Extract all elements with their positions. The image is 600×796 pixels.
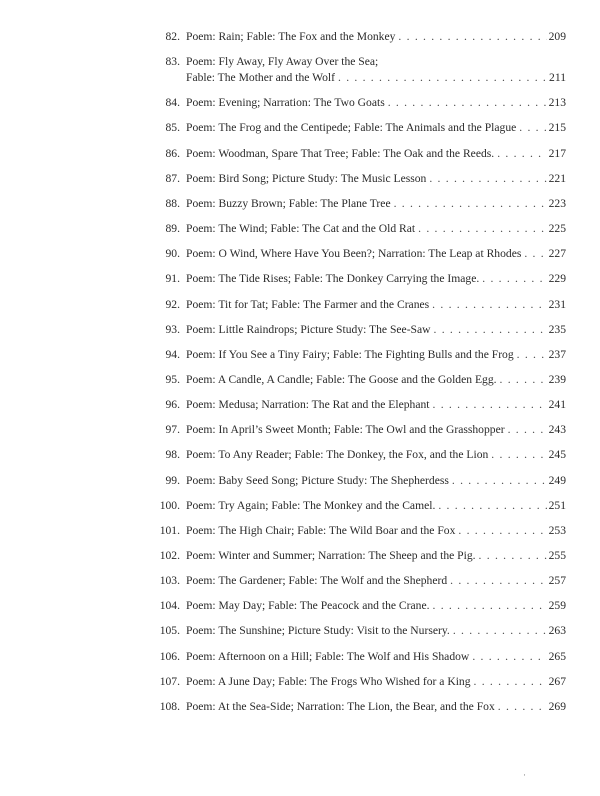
dot-leader: [450, 573, 546, 589]
entry-number: 88.: [165, 196, 180, 210]
page-number: 235: [548, 322, 566, 336]
entry-text: [186, 221, 566, 237]
entry-number: 105.: [159, 624, 180, 638]
dot-leader: [452, 473, 547, 489]
entry-number: 98.: [165, 448, 180, 462]
entry-line: [186, 221, 566, 237]
dot-leader: [433, 598, 547, 614]
entry-text: [186, 146, 566, 162]
entry-number: 87.: [165, 171, 180, 185]
page-number: 213: [548, 96, 566, 110]
page-number: 227: [548, 247, 566, 261]
entry-number: 84.: [165, 96, 180, 110]
dot-leader: [398, 29, 546, 45]
entry-text: [186, 54, 566, 86]
entry-number: 95.: [165, 372, 180, 386]
dot-leader: [519, 120, 546, 136]
entry-number: 100.: [159, 498, 180, 512]
page-number: 253: [548, 523, 566, 537]
entry-line: [186, 623, 566, 639]
entry-line: [186, 422, 566, 438]
page-number: 259: [548, 599, 566, 613]
entry-number: 106.: [159, 649, 180, 663]
entry-number: 108.: [159, 699, 180, 713]
entry-line: [186, 29, 566, 45]
entry-line: [186, 196, 566, 212]
toc-entry: [0, 322, 600, 338]
dot-leader: [498, 699, 547, 715]
dot-leader: [482, 271, 546, 287]
page-number: 243: [548, 423, 566, 437]
entry-line: [186, 447, 566, 463]
toc-entry: [0, 447, 600, 463]
entry-text: [186, 322, 566, 338]
toc-entry: [0, 171, 600, 187]
toc-entry: [0, 397, 600, 413]
entry-title: Fable: The Mother and the Wolf: [186, 71, 336, 85]
entry-title: Poem: To Any Reader; Fable: The Donkey, the Fox, and the Lion: [186, 448, 489, 462]
entry-text: [186, 473, 566, 489]
entry-line: [186, 297, 566, 313]
entry-title: Poem: Evening; Narration: The Two Goats: [186, 96, 385, 110]
entry-title: Poem: Afternoon on a Hill; Fable: The Wolf and His Shadow: [186, 649, 470, 663]
entry-text: [186, 548, 566, 564]
dot-leader: [517, 347, 547, 363]
page-number: 223: [548, 196, 566, 210]
entry-title: Poem: Woodman, Spare That Tree; Fable: The Oak and the Reeds.: [186, 146, 495, 160]
entry-text: [186, 271, 566, 287]
dot-leader: [479, 548, 547, 564]
toc-entry: [0, 297, 600, 313]
page-number: 221: [548, 171, 566, 185]
toc-entry: [0, 674, 600, 690]
page-number: 245: [548, 448, 566, 462]
entry-line: [186, 271, 566, 287]
toc-entry: [0, 54, 600, 86]
entry-line: [186, 322, 566, 338]
entry-number: 97.: [165, 423, 180, 437]
entry-line: [186, 146, 566, 162]
page-number: 215: [548, 121, 566, 135]
entry-text: [186, 623, 566, 639]
dot-leader: [472, 649, 546, 665]
entry-text: [186, 422, 566, 438]
entry-text: [186, 171, 566, 187]
page-number: 269: [548, 699, 566, 713]
dot-leader: [394, 196, 547, 212]
entry-text: [186, 297, 566, 313]
entry-text: [186, 95, 566, 111]
entry-line: [186, 95, 566, 111]
entry-title: Poem: The Gardener; Fable: The Wolf and the Shepherd: [186, 574, 448, 588]
toc-entry: [0, 473, 600, 489]
entry-number: 104.: [159, 599, 180, 613]
entry-line: [186, 548, 566, 564]
page-number: 249: [548, 473, 566, 487]
toc-entry: [0, 120, 600, 136]
toc-entry: [0, 498, 600, 514]
entry-line: [186, 598, 566, 614]
dot-leader: [434, 322, 547, 338]
toc-entry: [0, 146, 600, 162]
entry-title: Poem: The High Chair; Fable: The Wild Boar and the Fox: [186, 523, 456, 537]
page-number: 239: [548, 372, 566, 386]
entry-title: Poem: May Day; Fable: The Peacock and the Crane.: [186, 599, 430, 613]
entry-number: 83.: [165, 55, 180, 69]
entry-line: [186, 372, 566, 388]
entry-text: [186, 573, 566, 589]
dot-leader: [432, 297, 546, 313]
page-number: 257: [548, 574, 566, 588]
entry-title: Poem: Rain; Fable: The Fox and the Monkey: [186, 30, 396, 43]
entry-number: 96.: [165, 398, 180, 412]
toc-entry: [0, 699, 600, 715]
entry-line: [186, 120, 566, 136]
entry-title: Poem: Buzzy Brown; Fable: The Plane Tree: [186, 196, 391, 210]
entry-text: [186, 498, 566, 514]
dot-leader: [491, 447, 546, 463]
entry-title: Poem: Little Raindrops; Picture Study: The See-Saw: [186, 322, 431, 336]
toc-entry: [0, 523, 600, 539]
entry-number: 102.: [159, 549, 180, 562]
entry-text: [186, 29, 566, 45]
dot-leader: [508, 422, 547, 438]
toc-entry: [0, 573, 600, 589]
toc-entry: [0, 372, 600, 388]
entry-text: [186, 397, 566, 413]
entry-number: 101.: [159, 523, 180, 537]
page-number: 231: [548, 297, 566, 311]
entry-text: [186, 246, 566, 262]
entry-title: Poem: A June Day; Fable: The Frogs Who Wished for a King: [186, 674, 471, 688]
entry-text: [186, 699, 566, 715]
entry-text: [186, 196, 566, 212]
page-number: 265: [548, 649, 566, 663]
entry-text: [186, 372, 566, 388]
toc-entry: [0, 29, 600, 45]
entry-title: Poem: In April’s Sweet Month; Fable: The Owl and the Grasshopper: [186, 423, 505, 437]
entry-line: [186, 674, 566, 690]
entry-title: Poem: O Wind, Where Have You Been?; Narration: The Leap at Rhodes: [186, 247, 522, 261]
dot-leader: [429, 171, 546, 187]
page-number: 251: [548, 498, 566, 512]
entry-title: Poem: Try Again; Fable: The Monkey and the Camel.: [186, 498, 436, 512]
page-number: 267: [548, 674, 566, 688]
entry-text: [186, 598, 566, 614]
entry-number: 86.: [165, 146, 180, 160]
entry-title: Poem: The Tide Rises; Fable: The Donkey Carrying the Image.: [186, 272, 480, 286]
toc-entry: [0, 246, 600, 262]
entry-line: [186, 70, 566, 86]
dot-leader: [497, 146, 546, 162]
entry-line: [186, 54, 566, 70]
entry-title: Poem: Winter and Summer; Narration: The Sheep and the Pig.: [186, 549, 476, 562]
dot-leader: [438, 498, 546, 514]
entry-line: [186, 498, 566, 514]
entry-line: [186, 246, 566, 262]
entry-number: 85.: [165, 121, 180, 135]
entry-text: [186, 523, 566, 539]
toc-entry: [0, 422, 600, 438]
dot-leader: [453, 623, 547, 639]
entry-number: 92.: [165, 297, 180, 311]
dot-leader: [524, 246, 546, 262]
toc-entry: [0, 649, 600, 665]
page-number: 217: [548, 146, 566, 160]
entry-line: [186, 397, 566, 413]
entry-title: Poem: Bird Song; Picture Study: The Music Lesson: [186, 171, 427, 185]
dot-leader: [418, 221, 546, 237]
entry-text: [186, 347, 566, 363]
entry-title: Poem: If You See a Tiny Fairy; Fable: The Fighting Bulls and the Frog: [186, 347, 514, 361]
entry-title: Poem: Fly Away, Fly Away Over the Sea;: [186, 55, 379, 69]
dot-leader: [458, 523, 546, 539]
page-number: 209: [548, 30, 566, 43]
page-mark: ·: [523, 770, 526, 780]
entry-title: Poem: Medusa; Narration: The Rat and the Elephant: [186, 398, 430, 412]
entry-line: [186, 699, 566, 715]
entry-number: 89.: [165, 222, 180, 236]
toc-entry: [0, 548, 600, 564]
dot-leader: [338, 70, 547, 86]
toc-entry: [0, 196, 600, 212]
entry-title: Poem: Baby Seed Song; Picture Study: The Shepherdess: [186, 473, 449, 487]
page-number: 211: [549, 71, 566, 85]
entry-number: 91.: [165, 272, 180, 286]
page-number: 263: [548, 624, 566, 638]
dot-leader: [388, 95, 547, 111]
entry-title: Poem: The Frog and the Centipede; Fable: The Animals and the Plague: [186, 121, 517, 135]
entry-number: 90.: [165, 247, 180, 261]
page-number: 225: [548, 222, 566, 236]
entry-text: [186, 674, 566, 690]
page-number: 229: [548, 272, 566, 286]
toc-entry: [0, 271, 600, 287]
entry-number: 82.: [165, 30, 180, 43]
entry-text: [186, 120, 566, 136]
toc-entry: [0, 598, 600, 614]
entry-title: Poem: Tit for Tat; Fable: The Farmer and the Cranes: [186, 297, 430, 311]
page-number: 255: [548, 549, 566, 562]
page-number: 237: [548, 347, 566, 361]
toc-entry: [0, 347, 600, 363]
entry-number: 99.: [165, 473, 180, 487]
entry-line: [186, 649, 566, 665]
entry-number: 94.: [165, 347, 180, 361]
entry-line: [186, 171, 566, 187]
entry-text: [186, 447, 566, 463]
entry-text: [186, 649, 566, 665]
toc-entry: [0, 623, 600, 639]
entry-number: 93.: [165, 322, 180, 336]
dot-leader: [500, 372, 547, 388]
entry-number: 103.: [159, 574, 180, 588]
entry-line: [186, 573, 566, 589]
entry-title: Poem: The Sunshine; Picture Study: Visit to the Nursery.: [186, 624, 450, 638]
dot-leader: [474, 674, 547, 690]
entry-line: [186, 347, 566, 363]
entry-line: [186, 523, 566, 539]
dot-leader: [433, 397, 547, 413]
toc-entry: [0, 95, 600, 111]
entry-title: Poem: The Wind; Fable: The Cat and the Old Rat: [186, 222, 416, 236]
toc-entry: [0, 221, 600, 237]
entry-title: Poem: A Candle, A Candle; Fable: The Goose and the Golden Egg.: [186, 372, 497, 386]
entry-title: Poem: At the Sea-Side; Narration: The Lion, the Bear, and the Fox: [186, 699, 495, 713]
entry-line: [186, 473, 566, 489]
entry-number: 107.: [159, 674, 180, 688]
page-number: 241: [548, 398, 566, 412]
